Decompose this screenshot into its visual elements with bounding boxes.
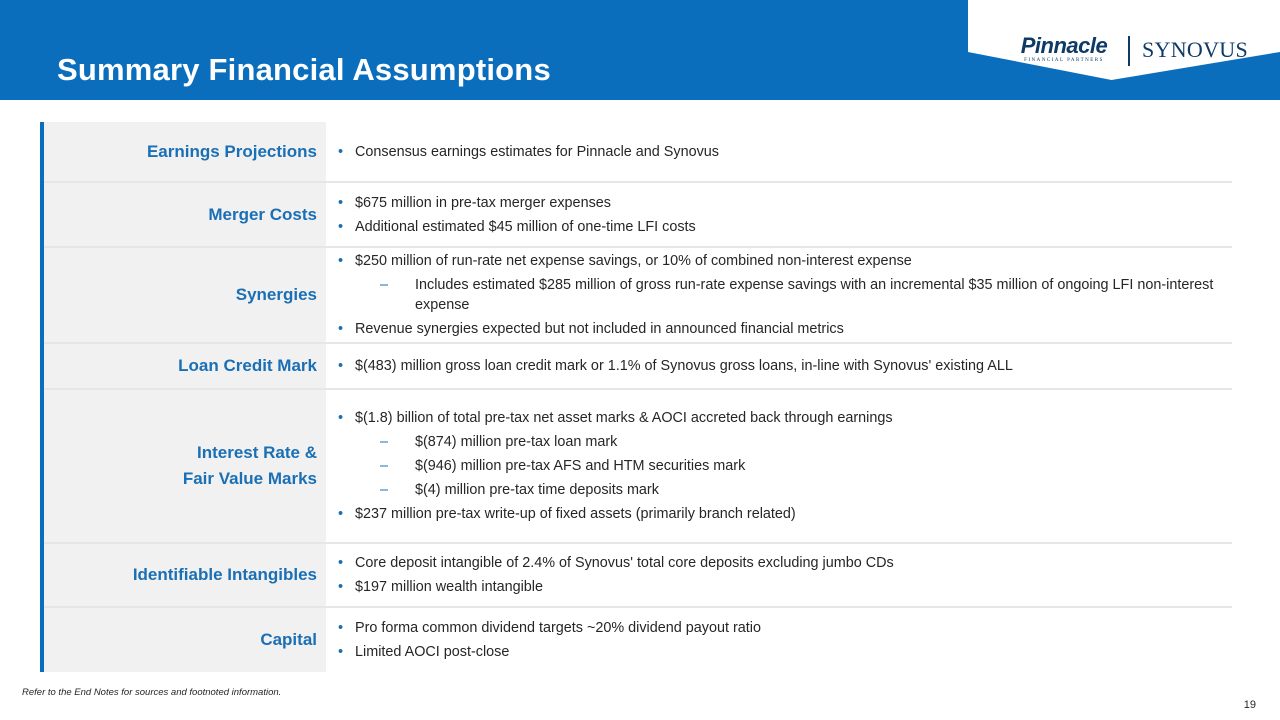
bullet-item: • $197 million wealth intangible xyxy=(338,575,1216,599)
row-label: Earnings Projections xyxy=(146,141,317,161)
bullet-item: • $(483) million gross loan credit mark or 1.1% of Synovus gross loans, in-line with Synovus' existing ALL xyxy=(338,354,1216,378)
page-title: Summary Financial Assumptions xyxy=(57,52,551,87)
row-label: Merger Costs xyxy=(208,204,317,224)
pinnacle-logo-name: Pinnacle xyxy=(1020,33,1108,58)
pinnacle-logo xyxy=(1014,35,1114,71)
row-label-cell xyxy=(44,183,326,246)
row-label: Identifiable Intangibles xyxy=(132,565,317,584)
sub-bullet-text: Includes estimated $285 million of gross run-rate expense savings with an incremental $35 million of ongoing LFI non-interest expense xyxy=(415,277,1214,313)
sub-bullet-text: $(946) million pre-tax AFS and HTM securities mark xyxy=(415,458,746,474)
row-content xyxy=(326,544,1232,606)
sub-bullet-text: $(874) million pre-tax loan mark xyxy=(415,434,618,450)
row-label-cell xyxy=(44,390,326,542)
page-number: 19 xyxy=(1243,699,1256,711)
row-label-cell xyxy=(44,608,326,672)
row-content xyxy=(326,248,1232,342)
row-content xyxy=(326,183,1232,246)
pinnacle-logo-tagline: FINANCIAL PARTNERS xyxy=(1024,58,1104,63)
bullet-item: • Pro forma common dividend targets ~20% dividend payout ratio xyxy=(338,616,1216,640)
row-label-cell xyxy=(44,122,326,181)
row-label-cell xyxy=(44,544,326,606)
row-label: Capital xyxy=(260,630,317,649)
table-row-merger-costs xyxy=(44,183,1232,248)
sub-bullet-text: $(4) million pre-tax time deposits mark xyxy=(415,482,659,498)
bullet-item: • $250 million of run-rate net expense savings, or 10% of combined non-interest expense xyxy=(338,249,1216,273)
sub-bullet-item xyxy=(338,480,1216,500)
table-row-identifiable-intangibles xyxy=(44,544,1232,608)
row-content xyxy=(326,608,1232,672)
row-label-line: Fair Value Marks xyxy=(182,469,317,488)
dash-marker: – xyxy=(380,277,389,293)
synovus-logo: SYNOVUS xyxy=(1142,37,1249,62)
logo-divider xyxy=(1128,36,1130,66)
dash-marker: – xyxy=(380,482,389,498)
bullet-item: • $237 million pre-tax write-up of fixed assets (primarily branch related) xyxy=(338,502,1216,526)
row-label-cell xyxy=(44,344,326,388)
row-label xyxy=(183,440,317,492)
dash-marker: – xyxy=(380,434,389,450)
row-label: Synergies xyxy=(235,285,317,304)
table-row-loan-credit-mark xyxy=(44,344,1232,390)
table-row-earnings-projections xyxy=(44,122,1232,183)
bullet-item: • Core deposit intangible of 2.4% of Synovus' total core deposits excluding jumbo CDs xyxy=(338,551,1216,575)
row-content xyxy=(326,344,1232,388)
dash-marker: – xyxy=(380,458,389,474)
row-content xyxy=(326,122,1232,181)
bullet-item: • Additional estimated $45 million of one-time LFI costs xyxy=(338,215,1216,239)
bullet-item: • $675 million in pre-tax merger expenses xyxy=(338,191,1216,215)
bullet-item: • Consensus earnings estimates for Pinnacle and Synovus xyxy=(338,140,1216,164)
sub-bullet-item xyxy=(338,432,1216,452)
sub-bullet-item xyxy=(338,456,1216,476)
row-label-cell xyxy=(44,248,326,342)
sub-bullet-item xyxy=(338,275,1216,315)
bullet-item: • Limited AOCI post-close xyxy=(338,640,1216,664)
assumptions-table xyxy=(44,122,1232,672)
footnote: Refer to the End Notes for sources and footnoted information. xyxy=(22,687,282,698)
bullet-item: • $(1.8) billion of total pre-tax net asset marks & AOCI accreted back through earnings xyxy=(338,406,1216,430)
table-row-capital xyxy=(44,608,1232,672)
table-row-interest-rate-marks xyxy=(44,390,1232,544)
row-label-line: Interest Rate & xyxy=(197,443,317,462)
row-content xyxy=(326,390,1232,542)
row-label: Loan Credit Mark xyxy=(178,356,317,375)
table-row-synergies xyxy=(44,248,1232,344)
bullet-item: • Revenue synergies expected but not included in announced financial metrics xyxy=(338,317,1216,341)
